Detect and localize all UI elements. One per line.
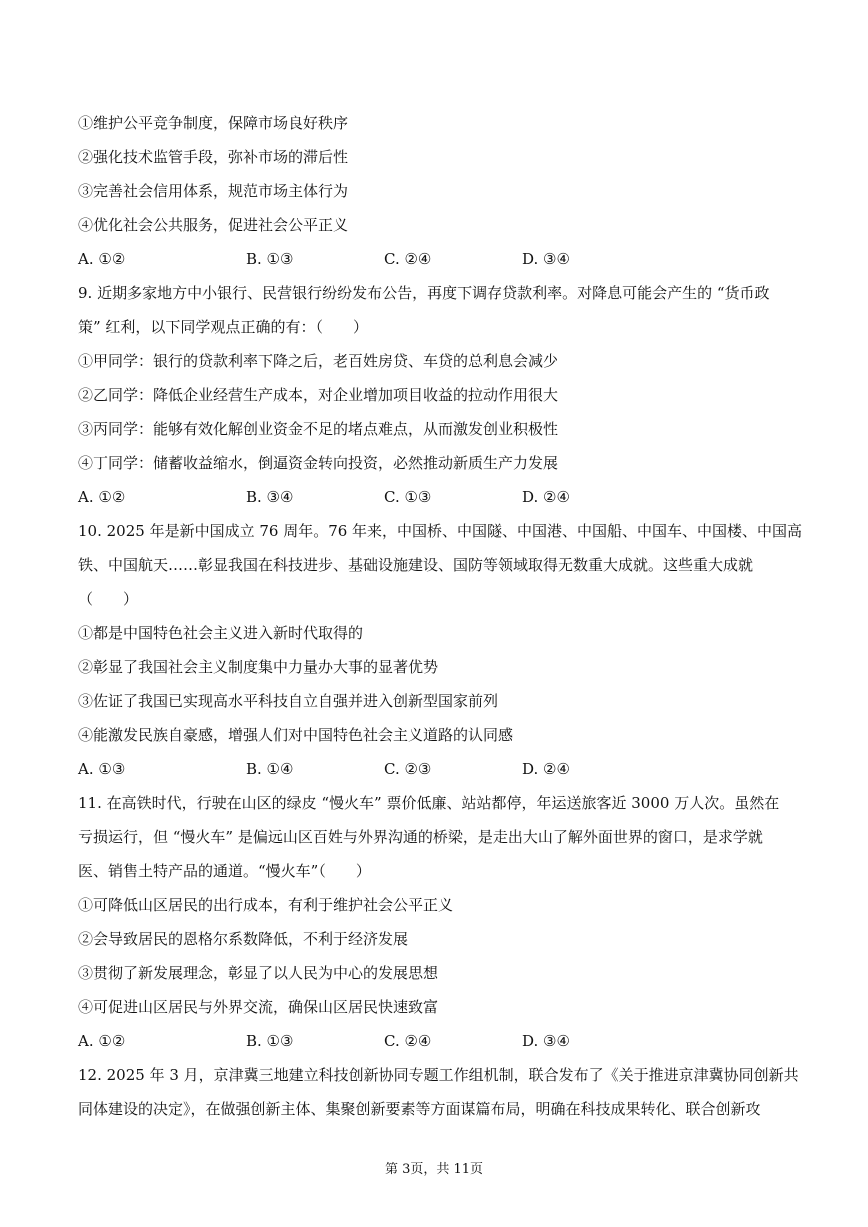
q8-option-d: D. ③④ — [522, 250, 570, 268]
q10-stem-line-2: 铁、中国航天……彰显我国在科技进步、基础设施建设、国防等领域取得无数重大成就。这些重大成就 — [78, 556, 754, 574]
q8-options — [78, 248, 778, 270]
q10-statement-1: ①都是中国特色社会主义进入新时代取得的 — [78, 624, 364, 642]
q10-option-b: B. ①④ — [246, 760, 294, 778]
q9-option-a: A. ①② — [78, 488, 126, 506]
q10-statement-3: ③佐证了我国已实现高水平科技自立自强并进入创新型国家前列 — [78, 692, 499, 710]
q8-statement-2: ②强化技术监管手段，弥补市场的滞后性 — [78, 148, 349, 166]
q8-statement-1: ①维护公平竞争制度，保障市场良好秩序 — [78, 114, 349, 132]
page-footer: 第 3页，共 11页 — [384, 1162, 484, 1177]
q10-option-d: D. ②④ — [522, 760, 570, 778]
q9-option-d: D. ②④ — [522, 488, 570, 506]
q11-stem-line-1: 11. 在高铁时代，行驶在山区的绿皮 “慢火车” 票价低廉、站站都停，年运送旅客近 3000 万人次。虽然在 — [78, 794, 780, 812]
q8-statement-3: ③完善社会信用体系，规范市场主体行为 — [78, 182, 349, 200]
q11-option-d: D. ③④ — [522, 1032, 570, 1050]
q9-stem-line-1: 9. 近期多家地方中小银行、民营银行纷纷发布公告，再度下调存贷款利率。对降息可能会产生的 “货币政 — [78, 284, 770, 302]
q10-option-a: A. ①③ — [78, 760, 126, 778]
q8-option-c: C. ②④ — [384, 250, 432, 268]
q9-option-c: C. ①③ — [384, 488, 432, 506]
q10-statement-4: ④能激发民族自豪感，增强人们对中国特色社会主义道路的认同感 — [78, 726, 514, 744]
q11-stem-line-3: 医、销售土特产品的通道。“慢火车”（ ） — [78, 862, 371, 880]
q11-stem-line-2: 亏损运行，但 “慢火车” 是偏远山区百姓与外界沟通的桥梁，是走出大山了解外面世界的窗口，是求学就 — [78, 828, 763, 846]
q9-statement-3: ③丙同学：能够有效化解创业资金不足的堵点难点，从而激发创业积极性 — [78, 420, 559, 438]
q11-statement-4: ④可促进山区居民与外界交流，确保山区居民快速致富 — [78, 998, 439, 1016]
q10-statement-2: ②彰显了我国社会主义制度集中力量办大事的显著优势 — [78, 658, 439, 676]
q8-option-b: B. ①③ — [246, 250, 294, 268]
q11-statement-1: ①可降低山区居民的出行成本，有利于维护社会公平正义 — [78, 896, 454, 914]
q9-statement-4: ④丁同学：储蓄收益缩水，倒逼资金转向投资，必然推动新质生产力发展 — [78, 454, 559, 472]
q11-statement-3: ③贯彻了新发展理念，彰显了以人民为中心的发展思想 — [78, 964, 439, 982]
q10-stem-line-1: 10. 2025 年是新中国成立 76 周年。76 年来，中国桥、中国隧、中国港、中国船、中国车、中国楼、中国高 — [78, 522, 803, 540]
q12-stem-line-1: 12. 2025 年 3 月，京津冀三地建立科技创新协同专题工作组机制，联合发布了《关于推进京津冀协同创新共 — [78, 1066, 799, 1084]
q11-option-c: C. ②④ — [384, 1032, 432, 1050]
q10-options — [78, 758, 778, 780]
q8-option-a: A. ①② — [78, 250, 126, 268]
q11-option-b: B. ①③ — [246, 1032, 294, 1050]
q11-option-a: A. ①② — [78, 1032, 126, 1050]
q10-stem-line-3: （ ） — [78, 590, 139, 608]
q9-options — [78, 486, 778, 508]
q12-stem-line-2: 同体建设的决定》，在做强创新主体、集聚创新要素等方面谋篇布局，明确在科技成果转化、联合创新攻 — [78, 1100, 761, 1118]
q9-statement-1: ①甲同学：银行的贷款利率下降之后，老百姓房贷、车贷的总利息会减少 — [78, 352, 559, 370]
q10-option-c: C. ②③ — [384, 760, 432, 778]
q11-statement-2: ②会导致居民的恩格尔系数降低，不利于经济发展 — [78, 930, 409, 948]
q9-statement-2: ②乙同学：降低企业经营生产成本，对企业增加项目收益的拉动作用很大 — [78, 386, 559, 404]
q9-option-b: B. ③④ — [246, 488, 294, 506]
q8-statement-4: ④优化社会公共服务，促进社会公平正义 — [78, 216, 349, 234]
q11-options — [78, 1030, 778, 1052]
q9-stem-line-2: 策” 红利，以下同学观点正确的有：（ ） — [78, 318, 368, 336]
